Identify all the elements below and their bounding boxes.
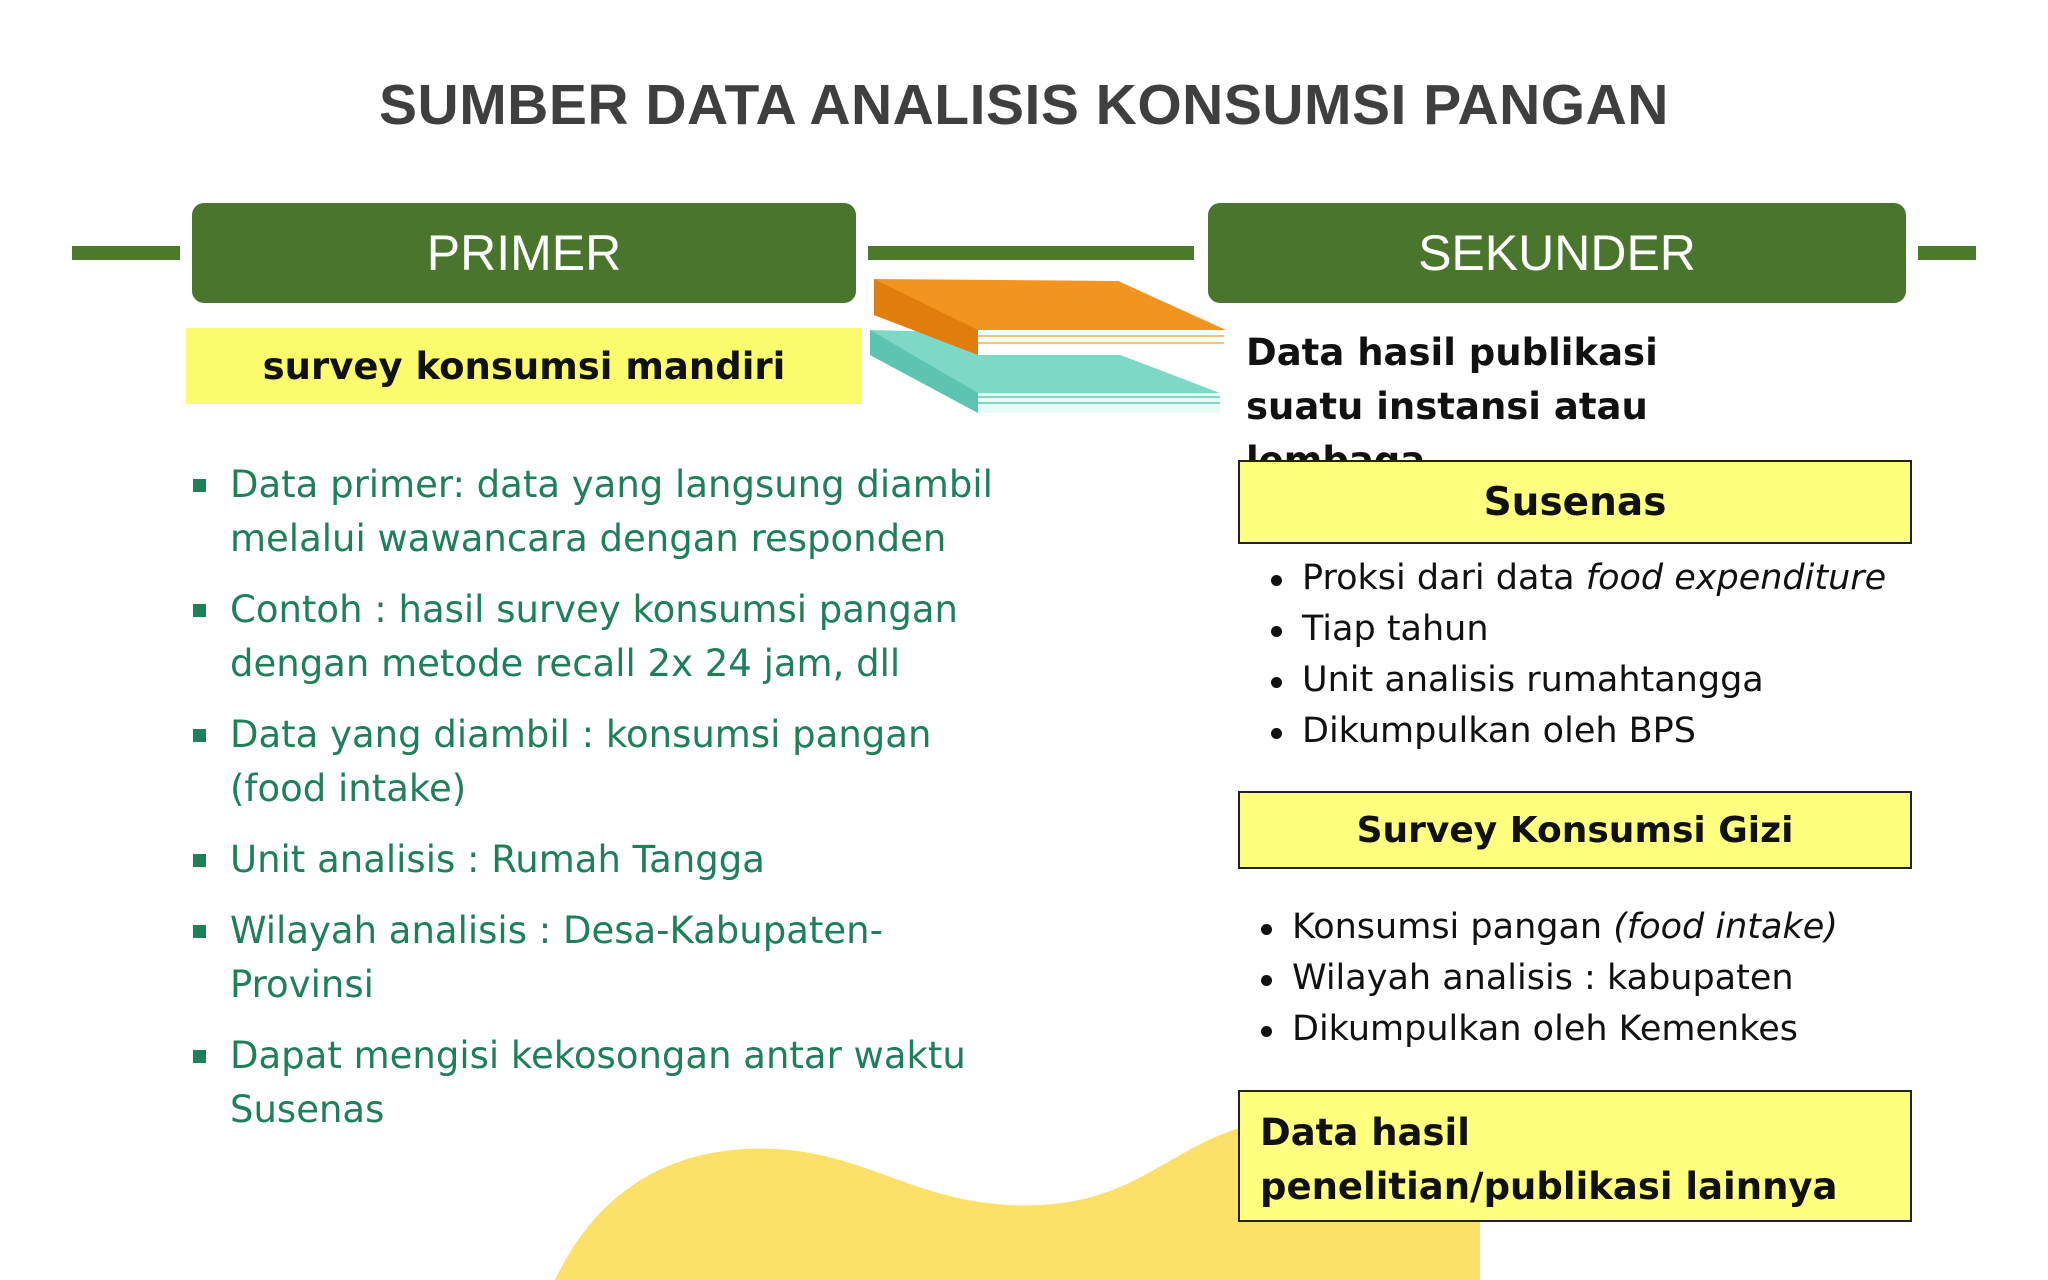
list-item-text: Proksi dari data xyxy=(1302,558,1586,598)
list-item-text: Wilayah analisis : Desa-Kabupaten-Provinsi xyxy=(230,909,883,1006)
bullet-icon xyxy=(1271,575,1282,586)
list-item xyxy=(190,458,1010,566)
list-item xyxy=(190,1029,1010,1137)
bullet-icon xyxy=(1261,975,1272,986)
susenas-title: Susenas xyxy=(1483,479,1667,525)
list-item xyxy=(1252,1004,1912,1055)
list-item-italic: (food intake) xyxy=(1613,907,1838,947)
list-item xyxy=(190,708,1010,816)
rule-left xyxy=(72,246,180,260)
primer-subtitle: survey konsumsi mandiri xyxy=(262,344,786,388)
list-item xyxy=(1262,604,1922,655)
square-bullet-icon xyxy=(193,729,206,742)
skg-title: Survey Konsumsi Gizi xyxy=(1356,809,1794,851)
skg-box xyxy=(1238,791,1912,869)
list-item-italic: food expenditure xyxy=(1585,558,1887,598)
primer-list xyxy=(190,458,1010,1154)
list-item xyxy=(190,583,1010,691)
bullet-icon xyxy=(1271,728,1282,739)
square-bullet-icon xyxy=(193,1050,206,1063)
list-item xyxy=(190,833,1010,887)
square-bullet-icon xyxy=(193,604,206,617)
books-icon xyxy=(868,275,1228,415)
list-item xyxy=(1262,553,1922,604)
list-item-text: Data yang diambil : konsumsi pangan (food intake) xyxy=(230,713,932,810)
page-title: SUMBER DATA ANALISIS KONSUMSI PANGAN xyxy=(379,73,1669,137)
list-item-text: Dikumpulkan oleh Kemenkes xyxy=(1292,1009,1798,1049)
lainnya-text: Data hasil penelitian/publikasi lainnya xyxy=(1260,1111,1838,1208)
lainnya-box xyxy=(1238,1090,1912,1222)
bullet-icon xyxy=(1261,924,1272,935)
square-bullet-icon xyxy=(193,854,206,867)
square-bullet-icon xyxy=(193,479,206,492)
list-item xyxy=(1252,953,1912,1004)
rule-middle xyxy=(868,246,1194,260)
susenas-box xyxy=(1238,460,1912,544)
bullet-icon xyxy=(1271,677,1282,688)
bullet-icon xyxy=(1261,1026,1272,1037)
list-item-text: Unit analisis : Rumah Tangga xyxy=(230,838,765,881)
sekunder-header xyxy=(1208,203,1906,303)
list-item xyxy=(190,904,1010,1012)
list-item-text: Wilayah analisis : kabupaten xyxy=(1292,958,1794,998)
list-item-text: Contoh : hasil survey konsumsi pangan dengan metode recall 2x 24 jam, dll xyxy=(230,588,958,685)
primer-subtitle-band xyxy=(186,328,862,404)
list-item xyxy=(1262,655,1922,706)
list-item-text: Tiap tahun xyxy=(1302,609,1489,649)
sekunder-header-label: SEKUNDER xyxy=(1418,225,1696,281)
sekunder-subtitle: Data hasil publikasi suatu instansi atau xyxy=(1246,331,1658,428)
primer-header-label: PRIMER xyxy=(426,225,622,281)
list-item-text: Dapat mengisi kekosongan antar waktu Susenas xyxy=(230,1034,966,1131)
list-item-text: Dikumpulkan oleh BPS xyxy=(1302,711,1696,751)
list-item xyxy=(1252,902,1912,953)
bullet-icon xyxy=(1271,626,1282,637)
list-item-text: Data primer: data yang langsung diambil melalui wawancara dengan responden xyxy=(230,463,993,560)
square-bullet-icon xyxy=(193,925,206,938)
skg-list xyxy=(1252,902,1912,1055)
primer-header xyxy=(192,203,856,303)
susenas-list xyxy=(1262,553,1922,757)
rule-right xyxy=(1918,246,1976,260)
list-item-text: Unit analisis rumahtangga xyxy=(1302,660,1764,700)
list-item-text: Konsumsi pangan xyxy=(1292,907,1614,947)
list-item xyxy=(1262,706,1922,757)
